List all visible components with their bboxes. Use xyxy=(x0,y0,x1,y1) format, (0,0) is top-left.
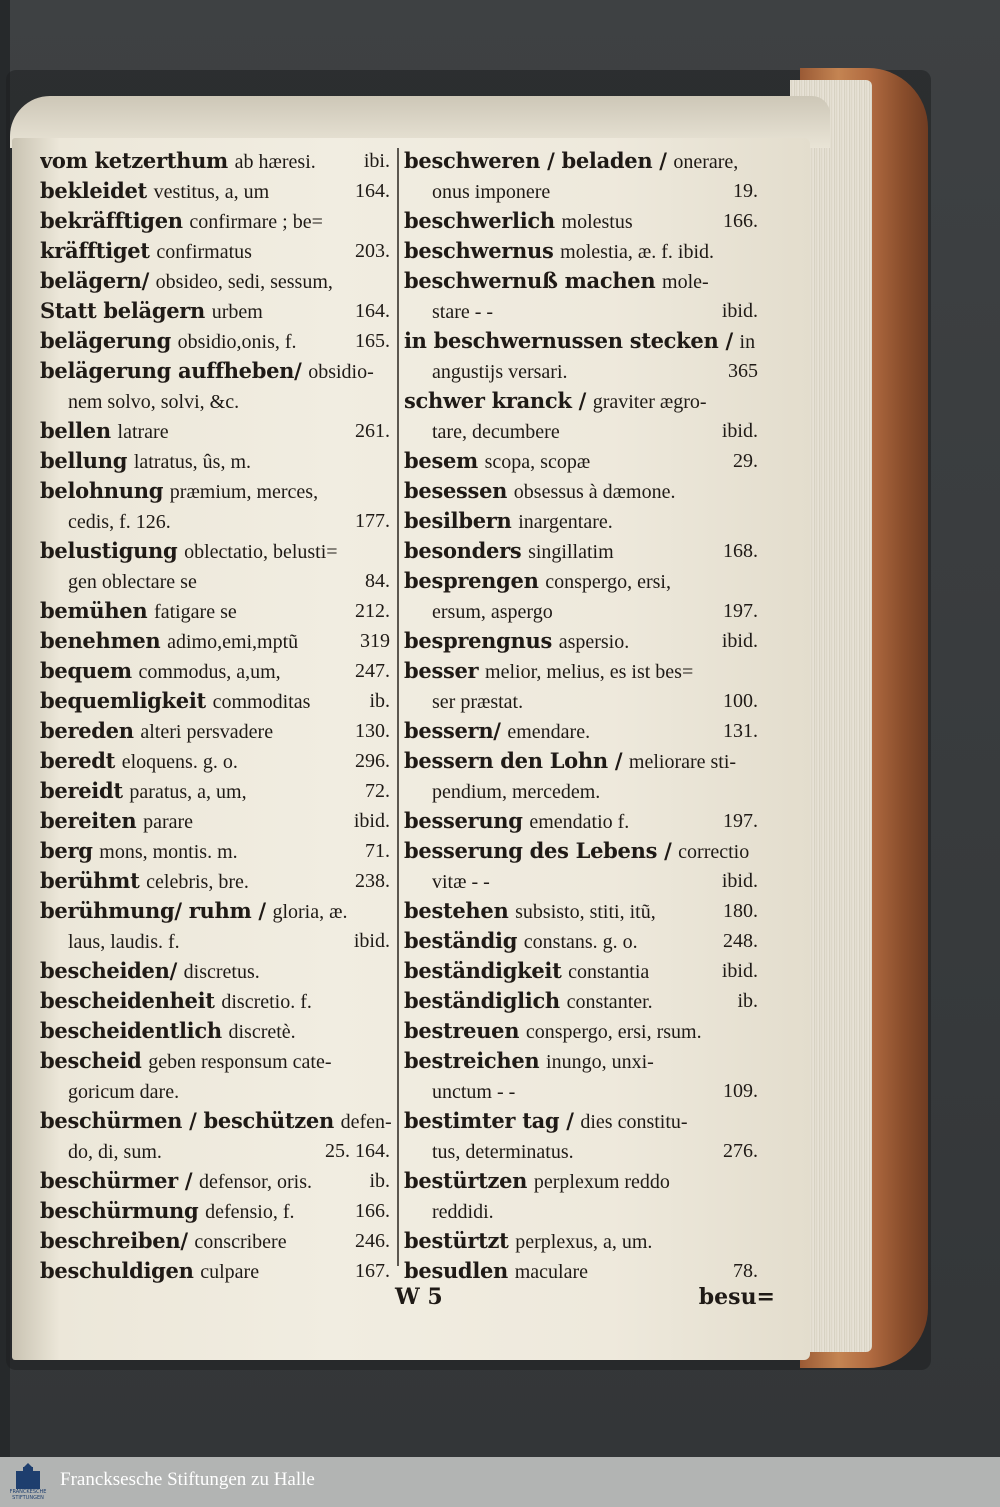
entry-translation: molestus xyxy=(561,211,633,233)
entry-translation: nem solvo, solvi, &c. xyxy=(68,391,240,413)
entry-page-ref: 165. xyxy=(355,330,390,352)
entry-headword: bestürtzen xyxy=(404,1168,528,1193)
dictionary-entry xyxy=(40,1046,392,1076)
entry-translation: oblectatio, belusti= xyxy=(184,541,338,563)
entry-translation: vestitus, a, um xyxy=(153,181,270,203)
entry-translation: confirmare ; be= xyxy=(189,211,323,233)
dictionary-entry xyxy=(404,416,760,446)
dictionary-entry xyxy=(404,386,760,416)
entry-translation: angustijs versari. xyxy=(432,361,568,383)
entry-page-ref: ibid. xyxy=(353,810,390,832)
dictionary-entry xyxy=(40,206,392,236)
entry-page-ref: ibid. xyxy=(721,870,758,892)
entry-headword: bestehen xyxy=(404,898,509,923)
entry-translation: mole- xyxy=(662,271,709,293)
entry-headword: beständig xyxy=(404,928,518,953)
left-column xyxy=(40,146,392,1286)
entry-page-ref: 197. xyxy=(723,810,758,832)
entry-headword: besprengen xyxy=(404,568,539,593)
dictionary-entry xyxy=(40,506,392,536)
entry-translation: discretè. xyxy=(228,1021,296,1043)
dictionary-entry xyxy=(404,686,760,716)
entry-translation: inargentare. xyxy=(518,511,613,533)
dictionary-entry xyxy=(40,386,392,416)
entry-headword: besessen xyxy=(404,478,508,503)
entry-translation: constanter. xyxy=(566,991,653,1013)
entry-translation: aspersio. xyxy=(558,631,630,653)
dictionary-entry xyxy=(40,536,392,566)
entry-headword: benehmen xyxy=(40,628,161,653)
entry-page-ref: 197. xyxy=(723,600,758,622)
entry-page-ref: 71. xyxy=(365,840,390,862)
entry-headword: berühmung/ ruhm / xyxy=(40,898,266,923)
page-footer xyxy=(395,1284,775,1320)
entry-translation: reddidi. xyxy=(432,1201,494,1223)
entry-headword: bekräfftigen xyxy=(40,208,183,233)
dictionary-entry xyxy=(404,806,760,836)
entry-headword: bereden xyxy=(40,718,134,743)
dictionary-entry xyxy=(404,1226,760,1256)
entry-page-ref: 212. xyxy=(355,600,390,622)
entry-translation: singillatim xyxy=(528,541,614,563)
dictionary-entry xyxy=(404,446,760,476)
entry-translation: constantia xyxy=(568,961,650,983)
dictionary-entry xyxy=(40,776,392,806)
dictionary-entry xyxy=(404,1046,760,1076)
entry-headword: besprengnus xyxy=(404,628,552,653)
entry-translation: do, di, sum. xyxy=(68,1141,162,1163)
entry-headword: bestürtzt xyxy=(404,1228,509,1253)
entry-headword: kräfftiget xyxy=(40,238,150,263)
entry-headword: belägern/ xyxy=(40,268,149,293)
dictionary-entry xyxy=(40,866,392,896)
entry-translation: commodus, a,um, xyxy=(138,661,281,683)
entry-translation: graviter ægro- xyxy=(592,391,707,413)
entry-page-ref: 180. xyxy=(723,900,758,922)
entry-page-ref: 203. xyxy=(355,240,390,262)
dictionary-entry xyxy=(404,836,760,866)
entry-translation: latrare xyxy=(117,421,169,443)
dictionary-entry xyxy=(404,896,760,926)
entry-translation: tare, decumbere xyxy=(432,421,560,443)
dictionary-entry xyxy=(404,536,760,566)
dictionary-entry xyxy=(40,626,392,656)
entry-headword: beschürmen / beschützen xyxy=(40,1108,334,1133)
entry-page-ref: ib. xyxy=(737,990,758,1012)
entry-page-ref: ibid. xyxy=(721,960,758,982)
entry-headword: schwer kranck / xyxy=(404,388,586,413)
entry-page-ref: ib. xyxy=(369,1170,390,1192)
entry-translation: præmium, merces, xyxy=(169,481,319,503)
entry-translation: perplexus, a, um. xyxy=(515,1231,653,1253)
entry-page-ref: 261. xyxy=(355,420,390,442)
entry-translation: inungo, unxi- xyxy=(546,1051,654,1073)
entry-headword: belustigung xyxy=(40,538,178,563)
entry-translation: onerare, xyxy=(673,151,739,173)
entry-translation: obsideo, sedi, sessum, xyxy=(155,271,333,293)
dictionary-entry xyxy=(404,266,760,296)
entry-headword: bekleidet xyxy=(40,178,147,203)
entry-translation: defensio, f. xyxy=(205,1201,295,1223)
entry-headword: beschreiben/ xyxy=(40,1228,188,1253)
entry-page-ref: 365 xyxy=(728,360,758,382)
entry-translation: conscribere xyxy=(194,1231,287,1253)
entry-page-ref: 72. xyxy=(365,780,390,802)
dictionary-entry xyxy=(40,1016,392,1046)
entry-page-ref: 164. xyxy=(355,300,390,322)
entry-page-ref: 168. xyxy=(723,540,758,562)
entry-page-ref: 130. xyxy=(355,720,390,742)
dictionary-entry xyxy=(404,926,760,956)
entry-headword: beschwernus xyxy=(404,238,554,263)
entry-page-ref: ibid. xyxy=(353,930,390,952)
dictionary-entry xyxy=(40,1196,392,1226)
entry-headword: belohnung xyxy=(40,478,164,503)
entry-headword: beständigkeit xyxy=(404,958,562,983)
entry-headword: besserung xyxy=(404,808,523,833)
catchword: besu= xyxy=(698,1284,775,1310)
dictionary-entry xyxy=(40,716,392,746)
entry-headword: bereiten xyxy=(40,808,137,833)
entry-translation: in xyxy=(739,331,756,353)
entry-translation: obsessus à dæmone. xyxy=(513,481,676,503)
entry-headword: bemühen xyxy=(40,598,148,623)
entry-headword: besem xyxy=(404,448,478,473)
dictionary-entry xyxy=(404,146,760,176)
entry-translation: defensor, oris. xyxy=(198,1171,313,1193)
dictionary-entry xyxy=(404,356,760,386)
entry-headword: besserung des Lebens / xyxy=(404,838,672,863)
signature-mark: W 5 xyxy=(395,1284,443,1310)
entry-headword: beschwernuß machen xyxy=(404,268,656,293)
entry-headword: bereidt xyxy=(40,778,123,803)
entry-headword: beschürmung xyxy=(40,1198,199,1223)
dictionary-entry xyxy=(404,506,760,536)
dictionary-entry xyxy=(404,1136,760,1166)
entry-headword: beredt xyxy=(40,748,116,773)
entry-page-ref: 319 xyxy=(360,630,390,652)
entry-page-ref: 164. xyxy=(355,180,390,202)
entry-translation: melior, melius, es ist bes= xyxy=(485,661,694,683)
entry-translation: adimo,emi,mptũ xyxy=(167,631,299,653)
entry-translation: conspergo, ersi, xyxy=(545,571,671,593)
dictionary-entry xyxy=(404,1106,760,1136)
entry-translation: unctum - - xyxy=(432,1081,516,1103)
dictionary-entry xyxy=(404,176,760,206)
entry-translation: alteri persvadere xyxy=(140,721,274,743)
entry-page-ref: 296. xyxy=(355,750,390,772)
entry-headword: beschuldigen xyxy=(40,1258,194,1283)
entry-translation: gloria, æ. xyxy=(272,901,348,923)
dictionary-entry xyxy=(40,1226,392,1256)
dictionary-entry xyxy=(40,1256,392,1286)
entry-headword: belägerung xyxy=(40,328,171,353)
entry-translation: discretio. f. xyxy=(221,991,312,1013)
dictionary-entry xyxy=(40,1106,392,1136)
entry-translation: meliorare sti- xyxy=(628,751,737,773)
entry-translation: ersum, aspergo xyxy=(432,601,553,623)
entry-headword: beschürmer / xyxy=(40,1168,193,1193)
dictionary-entry xyxy=(404,1016,760,1046)
entry-headword: bestreichen xyxy=(404,1048,540,1073)
dictionary-entry xyxy=(40,326,392,356)
entry-page-ref: 131. xyxy=(723,720,758,742)
entry-headword: bescheiden/ xyxy=(40,958,177,983)
dictionary-entry xyxy=(40,566,392,596)
entry-headword: bessern den Lohn / xyxy=(404,748,623,773)
entry-translation: eloquens. g. o. xyxy=(121,751,238,773)
entry-translation: discretus. xyxy=(183,961,260,983)
entry-headword: besser xyxy=(404,658,479,683)
dictionary-entry xyxy=(404,566,760,596)
dictionary-entry xyxy=(40,146,392,176)
entry-translation: obsidio- xyxy=(308,361,374,383)
entry-page-ref: 19. xyxy=(733,180,758,202)
dictionary-entry xyxy=(404,1196,760,1226)
entry-translation: mons, montis. m. xyxy=(99,841,238,863)
entry-headword: beschweren / beladen / xyxy=(404,148,667,173)
entry-translation: ser præstat. xyxy=(432,691,524,713)
entry-headword: besudlen xyxy=(404,1258,509,1283)
entry-page-ref: 166. xyxy=(723,210,758,232)
entry-headword: berühmt xyxy=(40,868,140,893)
dictionary-entry xyxy=(40,596,392,626)
entry-headword: besilbern xyxy=(404,508,512,533)
entry-headword: beschwerlich xyxy=(404,208,555,233)
dictionary-entry xyxy=(404,626,760,656)
entry-translation: dies constitu- xyxy=(580,1111,688,1133)
dictionary-entry xyxy=(40,356,392,386)
entry-headword: bestreuen xyxy=(404,1018,520,1043)
entry-translation: gen oblectare se xyxy=(68,571,197,593)
entry-page-ref: 167. xyxy=(355,1260,390,1282)
dictionary-entry xyxy=(40,1076,392,1106)
dictionary-entry xyxy=(404,956,760,986)
dictionary-entry xyxy=(40,746,392,776)
dictionary-entry xyxy=(40,416,392,446)
institution-name: Francksesche Stiftungen zu Halle xyxy=(60,1469,315,1490)
entry-translation: cedis, f. 126. xyxy=(68,511,171,533)
entry-translation: geben responsum cate- xyxy=(148,1051,332,1073)
entry-translation: paratus, a, um, xyxy=(129,781,247,803)
entry-headword: bequemligkeit xyxy=(40,688,206,713)
dictionary-entry xyxy=(40,836,392,866)
dictionary-entry xyxy=(40,926,392,956)
entry-translation: culpare xyxy=(200,1261,260,1283)
entry-translation: goricum dare. xyxy=(68,1081,180,1103)
dictionary-entry xyxy=(40,986,392,1016)
dictionary-entry xyxy=(404,206,760,236)
entry-translation: molestia, æ. f. ibid. xyxy=(560,241,715,263)
entry-translation: obsidio,onis, f. xyxy=(177,331,297,353)
entry-translation: tus, determinatus. xyxy=(432,1141,574,1163)
dictionary-entry xyxy=(40,1166,392,1196)
dictionary-entry xyxy=(404,1076,760,1106)
dictionary-entry xyxy=(404,476,760,506)
entry-headword: beständiglich xyxy=(404,988,560,1013)
dictionary-entry xyxy=(40,176,392,206)
entry-translation: subsisto, stiti, itũ, xyxy=(515,901,656,923)
entry-headword: vom ketzerthum xyxy=(40,148,228,173)
entry-page-ref: 25. 164. xyxy=(325,1140,390,1162)
entry-headword: bequem xyxy=(40,658,132,683)
dictionary-entry xyxy=(404,326,760,356)
dictionary-entry xyxy=(40,1136,392,1166)
entry-translation: constans. g. o. xyxy=(523,931,638,953)
dictionary-entry xyxy=(40,446,392,476)
dictionary-entry xyxy=(40,686,392,716)
column-divider xyxy=(397,148,399,1266)
entry-page-ref: ibid. xyxy=(721,300,758,322)
entry-translation: laus, laudis. f. xyxy=(68,931,180,953)
entry-page-ref: 177. xyxy=(355,510,390,532)
entry-translation: commoditas xyxy=(212,691,311,713)
entry-page-ref: 166. xyxy=(355,1200,390,1222)
entry-translation: celebris, bre. xyxy=(146,871,249,893)
entry-translation: fatigare se xyxy=(154,601,237,623)
entry-headword: in beschwernussen stecken / xyxy=(404,328,733,353)
entry-page-ref: 276. xyxy=(723,1140,758,1162)
dictionary-entry xyxy=(40,656,392,686)
dictionary-entry xyxy=(404,1256,760,1286)
logo-caption: FRANCKESCHE STIFTUNGEN xyxy=(9,1489,47,1501)
dictionary-entry xyxy=(40,806,392,836)
entry-translation: conspergo, ersi, rsum. xyxy=(525,1021,702,1043)
entry-page-ref: ibid. xyxy=(721,420,758,442)
entry-translation: vitæ - - xyxy=(432,871,490,893)
entry-page-ref: ib. xyxy=(369,690,390,712)
entry-translation: urbem xyxy=(211,301,263,323)
entry-translation: pendium, mercedem. xyxy=(432,781,601,803)
dictionary-entry xyxy=(404,1166,760,1196)
dictionary-entry xyxy=(404,656,760,686)
entry-page-ref: ibid. xyxy=(721,630,758,652)
entry-headword: besonders xyxy=(404,538,522,563)
dictionary-entry xyxy=(404,296,760,326)
entry-translation: maculare xyxy=(514,1261,588,1283)
entry-page-ref: 29. xyxy=(733,450,758,472)
entry-page-ref: 78. xyxy=(733,1260,758,1282)
right-column xyxy=(404,146,760,1286)
entry-page-ref: 84. xyxy=(365,570,390,592)
entry-translation: scopa, scopæ xyxy=(484,451,591,473)
dictionary-entry xyxy=(404,746,760,776)
entry-translation: correctio xyxy=(678,841,750,863)
dictionary-entry xyxy=(40,956,392,986)
entry-translation: latratus, ûs, m. xyxy=(133,451,252,473)
dictionary-entry xyxy=(40,236,392,266)
entry-headword: bescheid xyxy=(40,1048,142,1073)
entry-page-ref: 247. xyxy=(355,660,390,682)
dictionary-entry xyxy=(40,476,392,506)
entry-page-ref: 100. xyxy=(723,690,758,712)
entry-page-ref: 248. xyxy=(723,930,758,952)
institution-banner xyxy=(0,1457,1000,1507)
entry-headword: bellen xyxy=(40,418,111,443)
entry-translation: perplexum reddo xyxy=(533,1171,670,1193)
dictionary-entry xyxy=(40,296,392,326)
dictionary-entry xyxy=(404,776,760,806)
entry-translation: stare - - xyxy=(432,301,494,323)
entry-headword: bestimter tag / xyxy=(404,1108,574,1133)
dictionary-entry xyxy=(40,266,392,296)
entry-page-ref: 238. xyxy=(355,870,390,892)
entry-page-ref: 109. xyxy=(723,1080,758,1102)
entry-headword: berg xyxy=(40,838,93,863)
dictionary-entry xyxy=(40,896,392,926)
entry-headword: bescheidenheit xyxy=(40,988,215,1013)
entry-headword: bessern/ xyxy=(404,718,501,743)
entry-headword: bellung xyxy=(40,448,128,473)
entry-headword: belägerung auffheben/ xyxy=(40,358,302,383)
entry-headword: bescheidentlich xyxy=(40,1018,222,1043)
entry-translation: emendare. xyxy=(507,721,591,743)
dictionary-entry xyxy=(404,866,760,896)
dictionary-entry xyxy=(404,986,760,1016)
entry-page-ref: 246. xyxy=(355,1230,390,1252)
dictionary-entry xyxy=(404,596,760,626)
entry-translation: onus imponere xyxy=(432,181,551,203)
entry-translation: parare xyxy=(143,811,194,833)
entry-headword: Statt belägern xyxy=(40,298,205,323)
entry-translation: emendatio f. xyxy=(529,811,630,833)
entry-translation: confirmatus xyxy=(156,241,252,263)
entry-translation: defen- xyxy=(340,1111,392,1133)
entry-page-ref: ibi. xyxy=(363,150,390,172)
dictionary-entry xyxy=(404,716,760,746)
entry-translation: ab hæresi. xyxy=(234,151,316,173)
dictionary-entry xyxy=(404,236,760,266)
